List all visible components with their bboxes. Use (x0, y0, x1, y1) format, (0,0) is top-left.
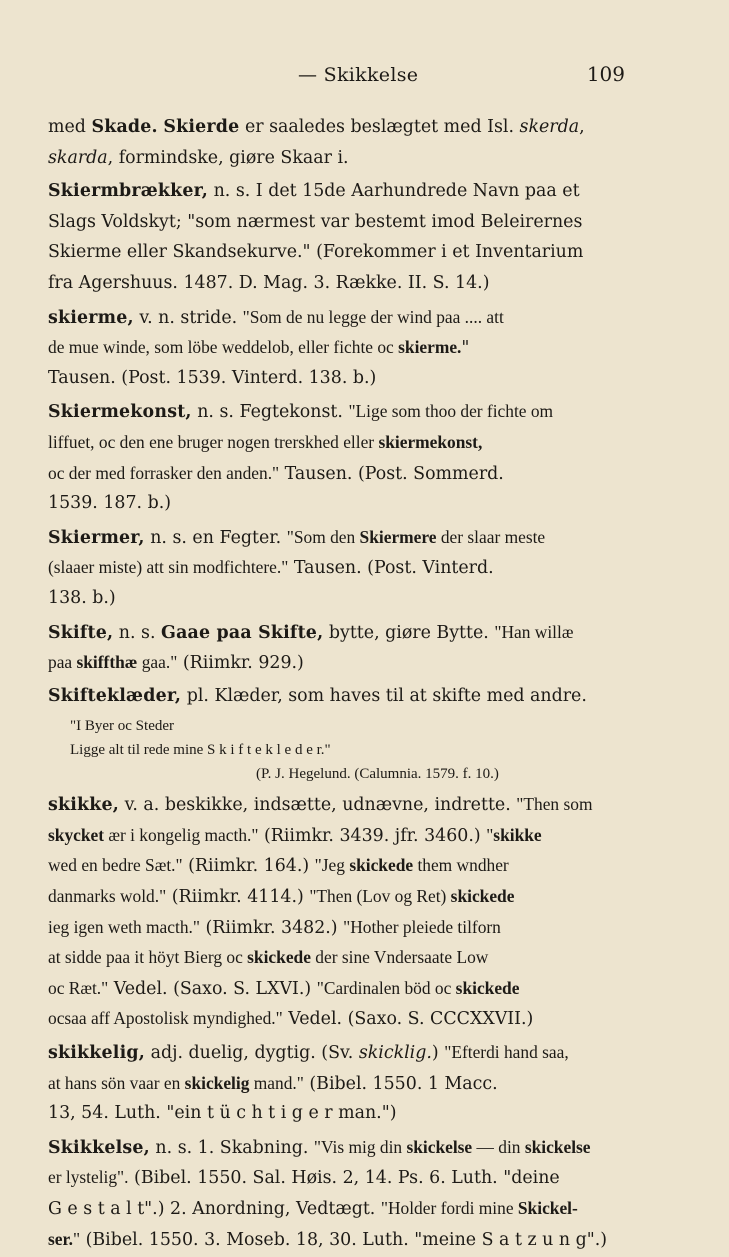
quotation: "Jeg (314, 855, 350, 876)
headword: Skiermbrækker, (48, 181, 209, 202)
dictionary-entry (48, 1037, 644, 1129)
entry-line: er lystelig". (Bibel. 1550. Sal. Høis. 2, 14. Ps. 6. Luth. "deine (48, 1167, 560, 1189)
entry-line: skikkelig, adj. duelig, dygtig. (Sv. skicklig.) "Efterdi hand saa, (48, 1042, 569, 1064)
dictionary-entry (48, 112, 644, 173)
quoted-headword: skickede (349, 855, 414, 876)
italic-term: skerda (519, 117, 580, 137)
dictionary-entry (48, 789, 644, 1034)
verse-quotation (48, 714, 644, 786)
entry-line (48, 427, 644, 458)
italic-term: skicklig. (358, 1043, 432, 1064)
dictionary-entry (48, 522, 644, 614)
quoted-headword: skikke (493, 824, 542, 845)
quoted-headword: skiermekonst, (378, 431, 483, 452)
entry-line: danmarks wold." (Riimkr. 4114.) "Then (Lov og Ret) skickede (48, 886, 515, 908)
headword: Skifte, (48, 622, 114, 643)
quotation: at sidde paa it höyt Bierg oc (48, 947, 248, 968)
dictionary-entry (48, 302, 644, 394)
quotation: mand." (249, 1072, 304, 1093)
entry-line: Skiermer, n. s. en Fegter. "Som den Skiermere der slaar meste (48, 526, 546, 548)
entry-line: Skikkelse, n. s. 1. Skabning. "Vis mig din skickelse — din skickelse (48, 1136, 591, 1158)
entry-line: Skiermekonst, n. s. Fegtekonst. "Lige som thoo der fichte om (48, 401, 554, 423)
entry-line: skarda, formindske, giøre Skaar i. (48, 147, 349, 168)
verse-source: (P. J. Hegelund. (Calumnia. 1579. f. 10.) (256, 766, 499, 783)
quotation: der slaar meste (436, 526, 546, 547)
entry-line: Skifteklæder, pl. Klæder, som haves til at skifte med andre. (48, 685, 587, 706)
quotation: danmarks wold." (48, 886, 167, 907)
quotation: ocsaa aff Apostolisk myndighed." (48, 1008, 283, 1029)
headword: Skiermekonst, (48, 402, 192, 423)
quoted-headword: skickede (450, 886, 515, 907)
entry-line: wed en bedre Sæt." (Riimkr. 164.) "Jeg skickede them wndher (48, 855, 509, 877)
italic-term: skarda (48, 147, 108, 168)
entry-line: fra Agershuus. 1487. D. Mag. 3. Række. II. S. 14.) (48, 272, 490, 293)
entry-line (48, 942, 644, 973)
quotation: wed en bedre Sæt." (48, 855, 183, 876)
entry-line: skierme, v. n. stride. "Som de nu legge der wind paa .... att (48, 306, 504, 328)
headword: Skierde (163, 117, 240, 137)
quotation: liffuet, oc den ene bruger nogen trerskhed eller (48, 431, 379, 452)
quoted-headword: skycket (48, 824, 105, 845)
running-head: — Skikkelse (298, 64, 419, 86)
entry-line: Skiermbrækker, n. s. I det 15de Aarhundrede Navn paa et (48, 181, 580, 202)
quotation: "Then (Lov og Ret) (309, 886, 451, 907)
quotation: "Cardinalen böd oc (316, 977, 456, 998)
headword: Skade. (91, 117, 158, 137)
entry-line: G e s t a l t".) 2. Anordning, Vedtægt. "Holder fordi mine Skickel- (48, 1198, 578, 1219)
entry-line: Skierme eller Skandsekurve." (Forekommer i et Inventarium (48, 242, 584, 263)
entry-line: ieg igen weth macth." (Riimkr. 3482.) "Hother pleiede tilforn (48, 916, 501, 938)
quotation: "Som de nu legge der wind paa .... att (242, 306, 504, 327)
quotation: "Han willæ (494, 621, 574, 642)
headword: skikkelig, (48, 1043, 146, 1064)
quotation: "Holder fordi mine (380, 1198, 518, 1218)
quotation: oc der med forrasker den anden." (48, 462, 280, 483)
entry-line: oc der med forrasker den anden." Tausen. (Post. Sommerd. (48, 462, 504, 484)
entry-line: ocsaa aff Apostolisk myndighed." Vedel. (Saxo. S. CCCXXVII.) (48, 1008, 534, 1030)
headword: skierme, (48, 307, 134, 328)
dictionary-entry (48, 1132, 644, 1254)
quotation: — din (472, 1136, 525, 1157)
entry-line: 1539. 187. b.) (48, 493, 172, 514)
quoted-headword: skickelig (184, 1072, 250, 1093)
entry-line: de mue winde, som löbe weddelob, eller fichte oc skierme." (48, 337, 470, 359)
quotation: " (486, 824, 494, 845)
headword: Skiermer, (48, 527, 145, 548)
headword: Skikkelse, (48, 1137, 150, 1158)
dictionary-entry (48, 396, 644, 518)
quotation: "Lige som thoo der fichte om (348, 401, 554, 422)
quotation: "Then som (516, 794, 593, 815)
entry-line: skikke, v. a. beskikke, indsætte, udnævne, indrette. "Then som (48, 794, 593, 816)
dictionary-entry (48, 681, 644, 712)
verse-line: Ligge alt til rede mine S k i f t e k l e d e r." (70, 742, 331, 759)
entry-line: at hans sön vaar en skickelig mand." (Bibel. 1550. 1 Macc. (48, 1072, 498, 1094)
quoted-headword: skickelse (406, 1136, 473, 1157)
page-number: 109 (586, 62, 625, 86)
entry-line: skycket ær i kongelig macth." (Riimkr. 3439. jfr. 3460.) "skikke (48, 824, 542, 846)
quotation: "Efterdi hand saa, (444, 1042, 569, 1063)
entry-line: Slags Voldskyt; "som nærmest var bestemt imod Beleirernes (48, 211, 583, 232)
quotation: them wndher (413, 855, 509, 876)
quotation: at hans sön vaar en (48, 1072, 185, 1093)
quotation: "Som den (286, 526, 360, 547)
quotation: de mue winde, som löbe weddelob, eller fichte oc (48, 337, 399, 358)
entry-line: Skifte, n. s. Gaae paa Skifte, bytte, giøre Bytte. "Han willæ (48, 621, 574, 643)
verse-line: "I Byer oc Steder (70, 718, 175, 735)
dictionary-entry (48, 176, 644, 298)
entry-line: 138. b.) (48, 587, 116, 608)
dictionary-entries (48, 112, 644, 1257)
entry-line: oc Ræt." Vedel. (Saxo. S. LXVI.) "Cardinalen böd oc skickede (48, 977, 520, 999)
quotation: er lystelig". (48, 1167, 129, 1188)
page-header (48, 62, 625, 90)
quoted-headword: Skickel- (517, 1198, 578, 1218)
quoted-headword: skickede (247, 947, 311, 968)
quotation: " (72, 1228, 81, 1249)
entry-line: paa skiffthæ gaa." (Riimkr. 929.) (48, 652, 304, 674)
quoted-headword: skiffthæ (76, 652, 138, 673)
headword: Gaae paa Skifte, (161, 622, 324, 643)
entry-line: med Skade. Skierde er saaledes beslægtet med Isl. skerda, (48, 117, 585, 137)
entry-line: ser." (Bibel. 1550. 3. Moseb. 18, 30. Luth. "meine S a t z u n g".) (48, 1228, 608, 1250)
quotation: "Hother pleiede tilforn (343, 916, 501, 937)
quoted-headword: skierme. (398, 337, 462, 358)
quoted-headword: Skiermere (359, 526, 437, 547)
entry-line: 13, 54. Luth. "ein t ü c h t i g e r man.") (48, 1103, 397, 1124)
entry-line: (slaaer miste) att sin modfichtere." Tausen. (Post. Vinterd. (48, 557, 494, 579)
quoted-headword: ser. (48, 1228, 73, 1249)
quotation: der sine Vndersaate Low (310, 947, 489, 968)
quoted-headword: skickelse (524, 1136, 591, 1157)
headword: skikke, (48, 795, 120, 816)
quotation: (slaaer miste) att sin modfichtere." (48, 557, 289, 578)
headword: Skifteklæder, (48, 685, 182, 706)
quotation: paa (48, 652, 77, 673)
quotation: gaa." (137, 652, 178, 673)
dictionary-entry (48, 617, 644, 678)
quotation: ieg igen weth macth." (48, 916, 200, 937)
quotation: oc Ræt." (48, 977, 109, 998)
quoted-headword: skickede (455, 977, 520, 998)
quotation: "Vis mig din (313, 1136, 407, 1157)
quotation: ær i kongelig macth." (104, 824, 259, 845)
entry-line: Tausen. (Post. 1539. Vinterd. 138. b.) (48, 367, 377, 388)
